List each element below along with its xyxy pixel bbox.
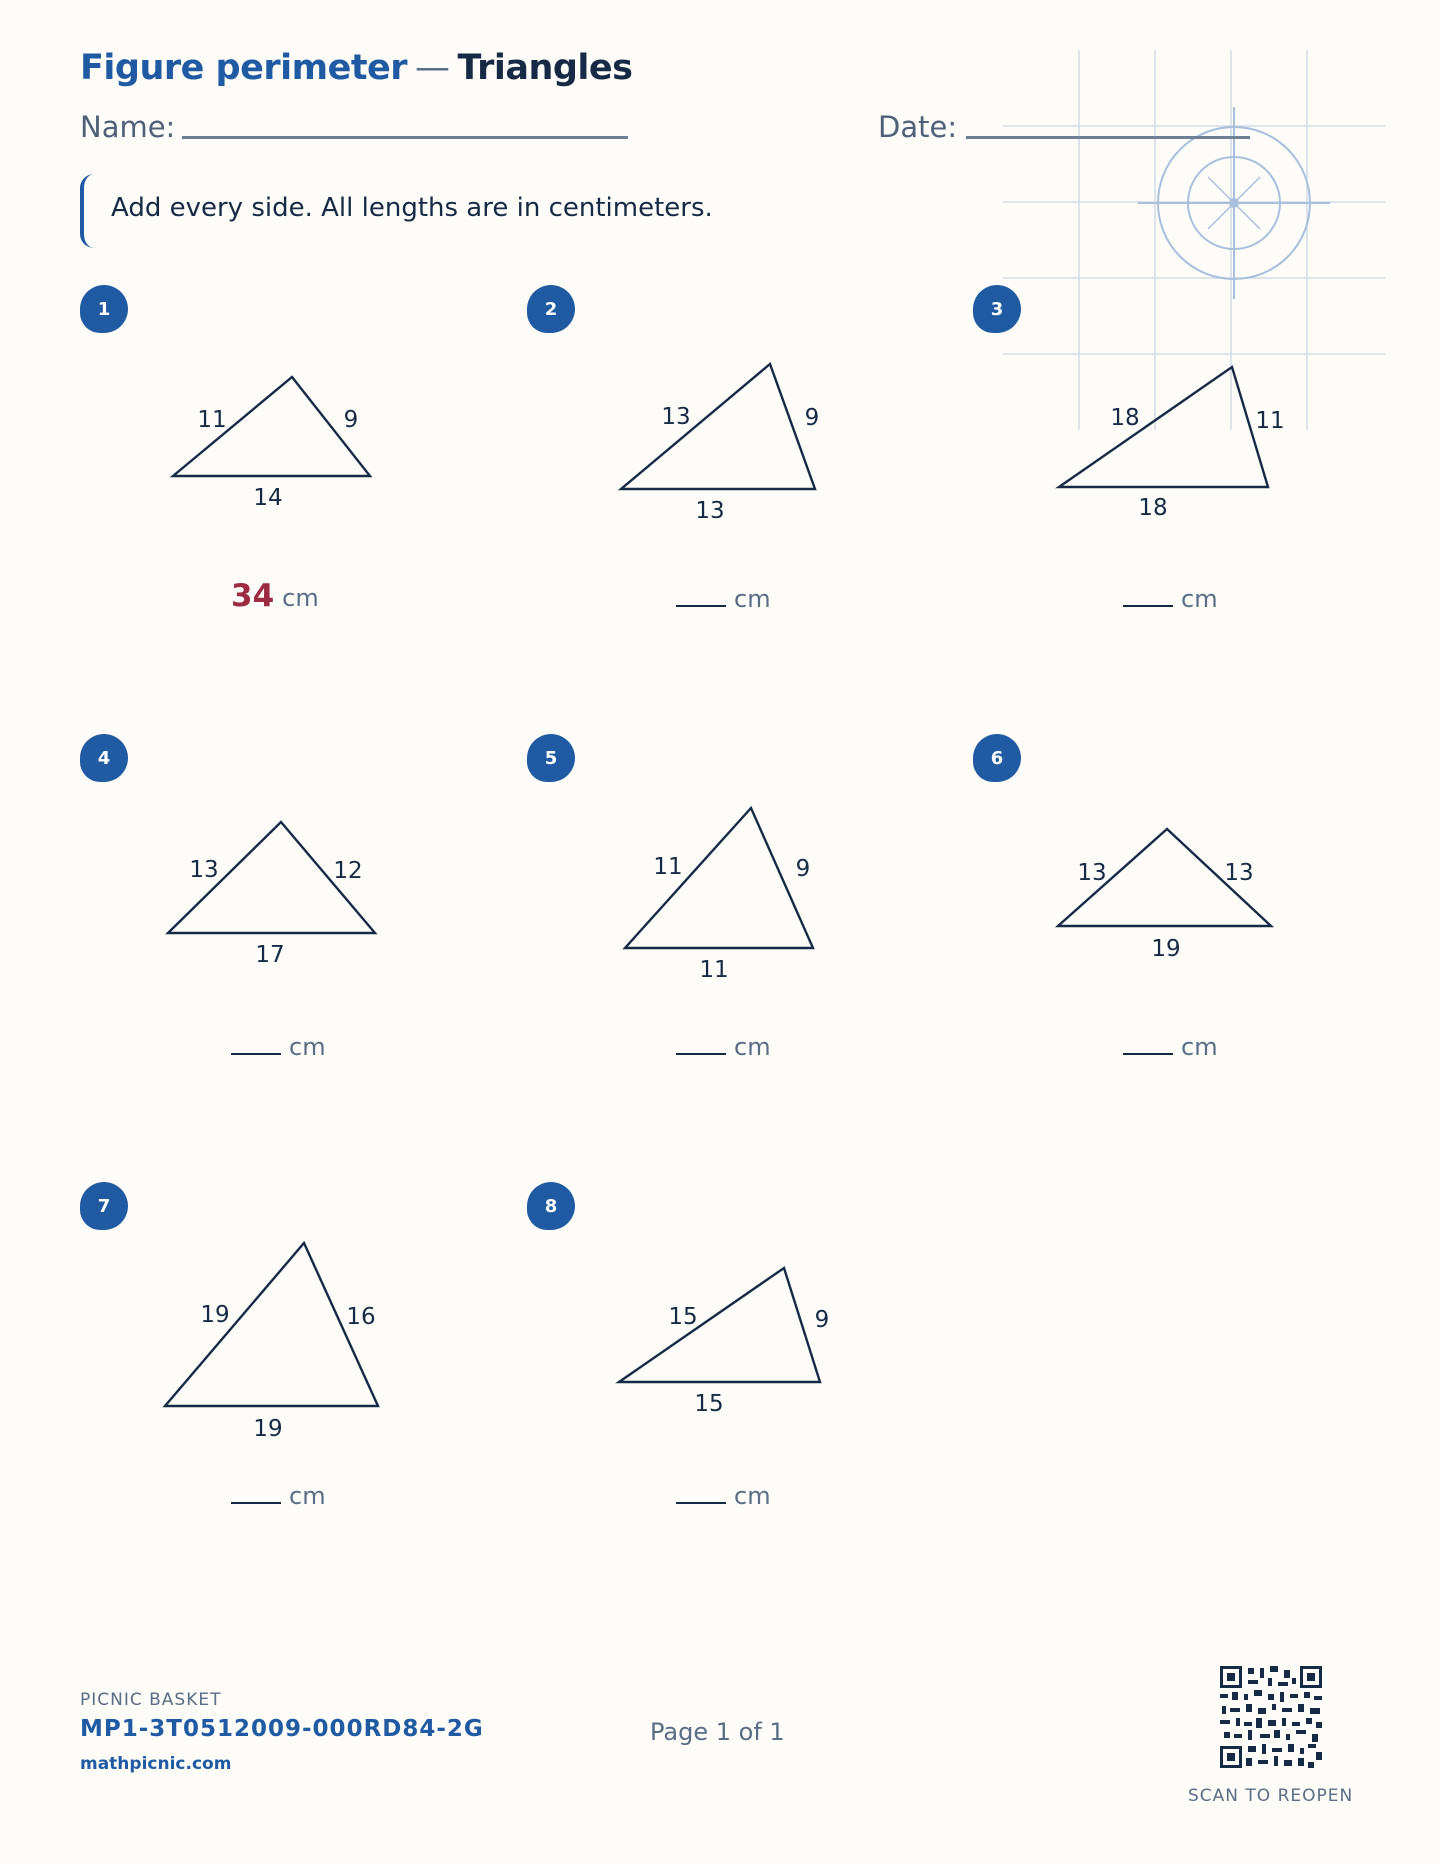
problem-number-badge: 8 xyxy=(527,1182,575,1230)
unit-label: cm xyxy=(1181,585,1218,613)
unit-label: cm xyxy=(289,1482,326,1510)
problem-number-badge: 3 xyxy=(973,285,1021,333)
site-link[interactable]: mathpicnic.com xyxy=(80,1754,232,1774)
unit-label: cm xyxy=(734,1482,771,1510)
answer-area xyxy=(1123,1033,1218,1061)
problem-number-badge: 6 xyxy=(973,734,1021,782)
unit-label: cm xyxy=(282,584,319,612)
side-label-left: 13 xyxy=(661,404,691,430)
answer-blank[interactable] xyxy=(676,1052,726,1055)
triangle-shape xyxy=(168,822,375,933)
side-label-bottom: 18 xyxy=(1138,495,1168,521)
unit-label: cm xyxy=(734,1033,771,1061)
unit-label: cm xyxy=(289,1033,326,1061)
triangle-shape xyxy=(173,377,370,476)
answer-value: 34 xyxy=(231,578,275,614)
title-subtitle: Triangles xyxy=(457,48,633,88)
side-label-left: 11 xyxy=(653,854,683,880)
side-label-bottom: 19 xyxy=(1151,936,1181,962)
answer-blank[interactable] xyxy=(676,1501,726,1504)
compass-grid-decoration xyxy=(1003,50,1385,436)
title-main: Figure perimeter xyxy=(80,48,408,88)
side-label-right: 9 xyxy=(814,1307,830,1333)
instruction-text: Add every side. All lengths are in centimeters. xyxy=(111,193,713,223)
answer-blank[interactable] xyxy=(1123,1052,1173,1055)
triangle-shape xyxy=(621,364,815,489)
side-label-right: 9 xyxy=(343,407,359,433)
answer-blank[interactable] xyxy=(676,604,726,607)
page-title xyxy=(80,48,633,88)
scan-caption: SCAN TO REOPEN xyxy=(1188,1786,1354,1806)
page-number: Page 1 of 1 xyxy=(650,1718,785,1746)
triangle-shape xyxy=(1058,829,1271,926)
side-label-bottom: 15 xyxy=(694,1391,724,1417)
triangle-shape xyxy=(625,808,813,948)
problem-number-badge: 5 xyxy=(527,734,575,782)
side-label-left: 13 xyxy=(189,857,219,883)
side-label-right: 11 xyxy=(1255,408,1285,434)
side-label-bottom: 13 xyxy=(695,498,725,524)
side-label-right: 16 xyxy=(346,1304,376,1330)
unit-label: cm xyxy=(734,585,771,613)
side-label-left: 13 xyxy=(1077,860,1107,886)
side-label-bottom: 14 xyxy=(253,485,283,511)
instruction-accent-bar xyxy=(80,174,96,248)
answer-blank[interactable] xyxy=(1123,604,1173,607)
triangle-shape xyxy=(165,1243,378,1406)
problem-number-badge: 1 xyxy=(80,285,128,333)
side-label-left: 11 xyxy=(197,407,227,433)
side-label-bottom: 19 xyxy=(253,1416,283,1442)
title-separator: — xyxy=(415,48,450,88)
worksheet-code: MP1-3T0512009-000RD84-2G xyxy=(80,1716,484,1742)
date-field[interactable] xyxy=(966,136,1250,139)
side-label-right: 9 xyxy=(804,405,820,431)
answer-blank[interactable] xyxy=(231,1501,281,1504)
date-label: Date: xyxy=(878,110,958,144)
answer-blank[interactable] xyxy=(231,1052,281,1055)
side-label-left: 19 xyxy=(200,1302,230,1328)
problem-number-badge: 7 xyxy=(80,1182,128,1230)
answer-area xyxy=(231,1482,326,1510)
answer-area xyxy=(676,585,771,613)
side-label-left: 15 xyxy=(668,1304,698,1330)
name-field[interactable] xyxy=(182,136,628,139)
problem-number-badge: 4 xyxy=(80,734,128,782)
problem-number-badge: 2 xyxy=(527,285,575,333)
side-label-right: 13 xyxy=(1224,860,1254,886)
side-label-right: 12 xyxy=(333,858,363,884)
triangle-shape xyxy=(619,1268,820,1382)
answer-area xyxy=(676,1482,771,1510)
side-label-bottom: 11 xyxy=(699,957,729,983)
unit-label: cm xyxy=(1181,1033,1218,1061)
footer-brand: PICNIC BASKET xyxy=(80,1690,222,1710)
answer-area xyxy=(231,578,319,614)
qr-code-icon[interactable] xyxy=(1218,1664,1324,1770)
answer-area xyxy=(676,1033,771,1061)
answer-area xyxy=(231,1033,326,1061)
name-label: Name: xyxy=(80,110,176,144)
side-label-bottom: 17 xyxy=(255,942,285,968)
side-label-right: 9 xyxy=(795,856,811,882)
side-label-left: 18 xyxy=(1110,405,1140,431)
answer-area xyxy=(1123,585,1218,613)
